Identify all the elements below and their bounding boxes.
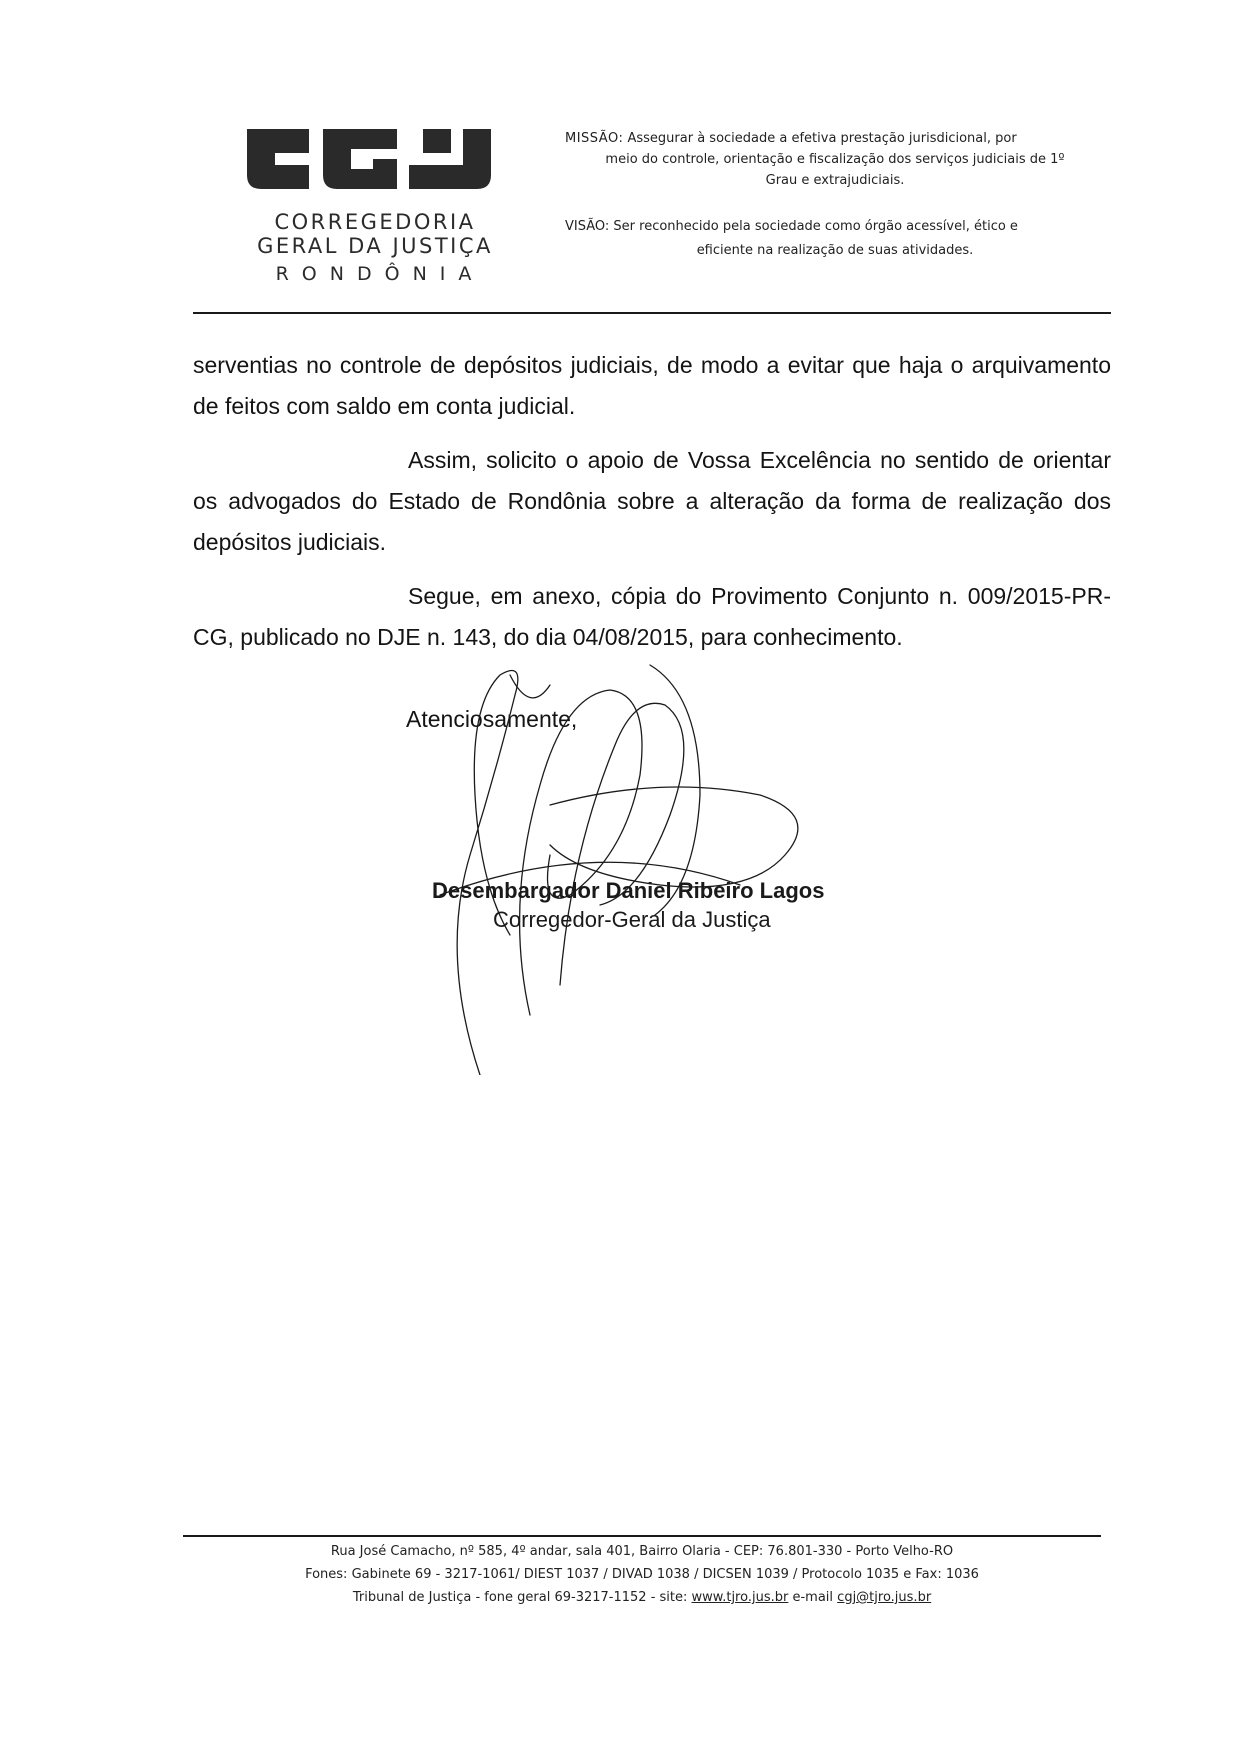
closing-salutation: Atenciosamente, [406,706,578,732]
mission-text-line1: Assegurar à sociedade a efetiva prestação jurisdicional, por [627,131,1017,146]
vision-label: VISÃO: [565,219,610,234]
footer [183,1540,1101,1609]
signer-name: Desembargador Daniel Ribeiro Lagos [432,878,825,903]
vision-text-line2: eficiente na realização de suas atividades. [696,243,974,258]
org-name-line1: CORREGEDORIA [274,210,476,234]
footer-email-prefix: e-mail [792,1590,834,1605]
mission-statement [565,128,1105,191]
footer-phones: Fones: Gabinete 69 - 3217-1061/ DIEST 1037 / DIVAD 1038 / DICSEN 1039 / Protocolo 1035 e Fax: 1036 [305,1567,979,1582]
organization-name [245,210,505,288]
vision-text-line1: Ser reconhecido pela sociedade como órgão acessível, ético e [613,219,1018,234]
paragraph-2: Assim, solicito o apoio de Vossa Excelência no sentido de orientar os advogados do Estado de Rondônia sobre a alteração da forma de realização dos depósitos judiciais. [193,447,1111,555]
mission-text-line2: meio do controle, orientação e fiscalização dos serviços judiciais de 1º [605,152,1065,167]
org-name-line2: GERAL DA JUSTIÇA [257,234,493,258]
org-name-line3: RONDÔNIA [275,263,485,285]
footer-divider [183,1535,1101,1537]
email-link[interactable]: cgj@tjro.jus.br [837,1590,932,1605]
header-divider [193,312,1111,314]
footer-tribunal-text: Tribunal de Justiça - fone geral 69-3217-1152 - site: [352,1590,688,1605]
cgj-logo [247,125,497,193]
vision-statement [565,215,1105,263]
paragraph-1: serventias no controle de depósitos judiciais, de modo a evitar que haja o arquivamento de feitos com saldo em conta judicial. [193,352,1111,419]
mission-label: MISSÃO: [565,131,624,146]
paragraph-3: Segue, em anexo, cópia do Provimento Conjunto n. 009/2015-PR-CG, publicado no DJE n. 143, do dia 04/08/2015, para conhecimento. [193,583,1111,650]
mission-text-line3: Grau e extrajudiciais. [765,173,905,188]
site-link[interactable]: www.tjro.jus.br [691,1590,789,1605]
signer-title: Corregedor-Geral da Justiça [493,907,771,932]
footer-contact [183,1586,1101,1609]
footer-address: Rua José Camacho, nº 585, 4º andar, sala 401, Bairro Olaria - CEP: 76.801-330 - Porto Velho-RO [330,1544,954,1559]
handwritten-signature [400,655,920,1075]
letter-body [193,345,1111,671]
